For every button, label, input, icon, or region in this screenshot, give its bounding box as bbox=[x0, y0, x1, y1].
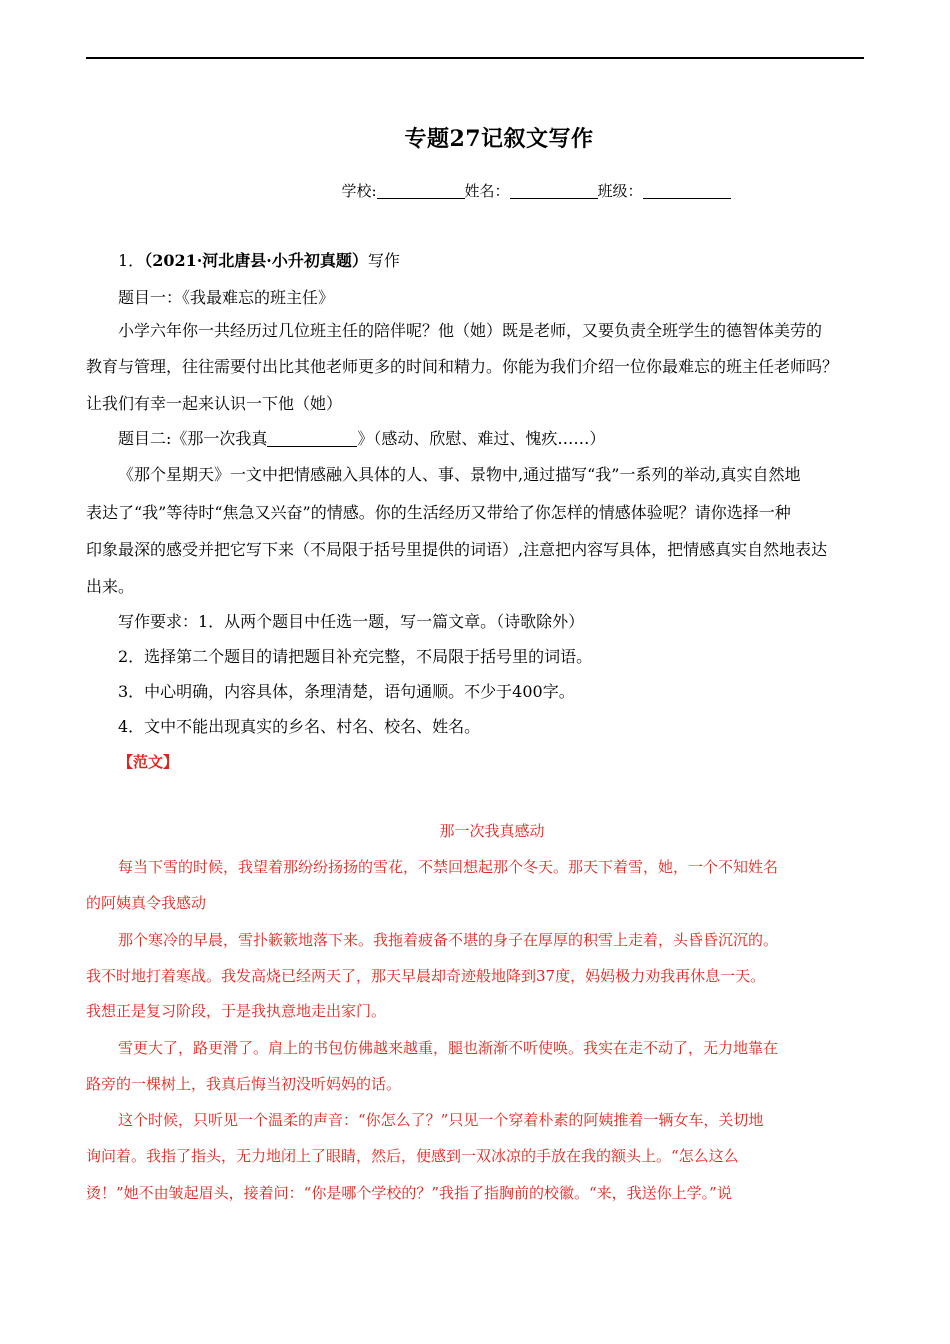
class-blank[interactable] bbox=[643, 183, 731, 199]
page-title: 专题27记叙文写作 bbox=[404, 126, 594, 152]
name-label: 姓名： bbox=[464, 182, 510, 200]
header-rule bbox=[86, 57, 864, 59]
school-label: 学校: bbox=[341, 182, 377, 200]
topic2-title-start: 题目二:《那一次我真 bbox=[118, 429, 268, 448]
essay-line: 这个时候，只听见一个温柔的声音：“你怎么了？”只见一个穿着朴素的阿姨推着一辆女车，关切地 bbox=[118, 1111, 764, 1129]
requirement-item: 写作要求：1．从两个题目中任选一题，写一篇文章。（诗歌除外） bbox=[118, 612, 585, 631]
student-info-fields bbox=[0, 180, 950, 201]
requirement-item: 3．中心明确，内容具体，条理清楚，语句通顺。不少于400字。 bbox=[118, 682, 575, 701]
requirement-item: 2．选择第二个题目的请把题目补充完整，不局限于括号里的词语。 bbox=[118, 647, 593, 666]
essay-line: 那个寒冷的早晨，雪扑簌簌地落下来。我拖着疲备不堪的身子在厚厚的积雪上走着，头昏昏沉沉的。 bbox=[118, 931, 779, 949]
topic2-paragraph-line: 表达了“我”等待时“焦急又兴奋”的情感。你的生活经历又带给了你怎样的情感体验呢？请你选择一种 bbox=[86, 503, 791, 522]
essay-line: 询问着。我指了指头，无力地闭上了眼睛，然后，便感到一双冰凉的手放在我的额头上。“怎么这么 bbox=[86, 1147, 739, 1165]
topic1-paragraph-line: 小学六年你一共经历过几位班主任的陪伴呢？他（她）既是老师，又要负责全班学生的德智体美劳的 bbox=[118, 321, 823, 340]
topic2-title bbox=[118, 428, 908, 450]
class-label: 班级： bbox=[597, 182, 643, 200]
essay-line: 的阿姨真令我感动 bbox=[86, 894, 207, 912]
topic2-paragraph-line: 出来。 bbox=[86, 577, 135, 596]
topic2-title-end: 》（感动、欣慰、难过、愧疚……） bbox=[357, 429, 606, 448]
sample-essay-label: 【范文】 bbox=[118, 753, 179, 771]
question-source: （2021·河北唐县·小升初真题） bbox=[144, 251, 368, 270]
topic1-paragraph-line: 教育与管理，往往需要付出比其他老师更多的时间和精力。你能为我们介绍一位你最难忘的班主任老师吗？ bbox=[86, 357, 839, 376]
essay-line: 每当下雪的时候，我望着那纷纷扬扬的雪花，不禁回想起那个冬天。那天下着雪，她，一个不知姓名 bbox=[118, 858, 779, 876]
topic1-title: 题目一：《我最难忘的班主任》 bbox=[118, 288, 335, 307]
essay-line: 我想正是复习阶段，于是我执意地走出家门。 bbox=[86, 1002, 387, 1020]
topic2-paragraph-line: 《那个星期天》一文中把情感融入具体的人、事、景物中,通过描写“我”一系列的举动,真实自然地 bbox=[118, 465, 801, 484]
essay-line: 我不时地打着寒战。我发高烧已经两天了，那天早晨却奇迹般地降到37度，妈妈极力劝我再休息一天。 bbox=[86, 967, 766, 985]
name-blank[interactable] bbox=[510, 183, 598, 199]
question-type: 写作 bbox=[367, 251, 400, 270]
topic2-paragraph-line: 印象最深的感受并把它写下来（不局限于括号里提供的词语）,注意把内容写具体，把情感真实自然地表达 bbox=[86, 540, 828, 559]
essay-line: 烫！”她不由皱起眉头，接着问：“你是哪个学校的？”我指了指胸前的校徽。“来，我送你上学。”说 bbox=[86, 1184, 732, 1202]
topic2-blank[interactable] bbox=[267, 430, 357, 447]
requirement-item: 4．文中不能出现真实的乡名、村名、校名、姓名。 bbox=[118, 717, 481, 736]
essay-line: 路旁的一棵树上，我真后悔当初没听妈妈的话。 bbox=[86, 1075, 402, 1093]
question-number: 1． bbox=[118, 251, 145, 270]
essay-title: 那一次我真感动 bbox=[439, 822, 545, 840]
school-blank[interactable] bbox=[377, 183, 465, 199]
topic1-paragraph-line: 让我们有幸一起来认识一下他（她） bbox=[86, 394, 343, 413]
question-header bbox=[118, 250, 908, 272]
essay-line: 雪更大了，路更滑了。肩上的书包仿佛越来越重，腿也渐渐不听使唤。我实在走不动了，无力地靠在 bbox=[118, 1039, 779, 1057]
